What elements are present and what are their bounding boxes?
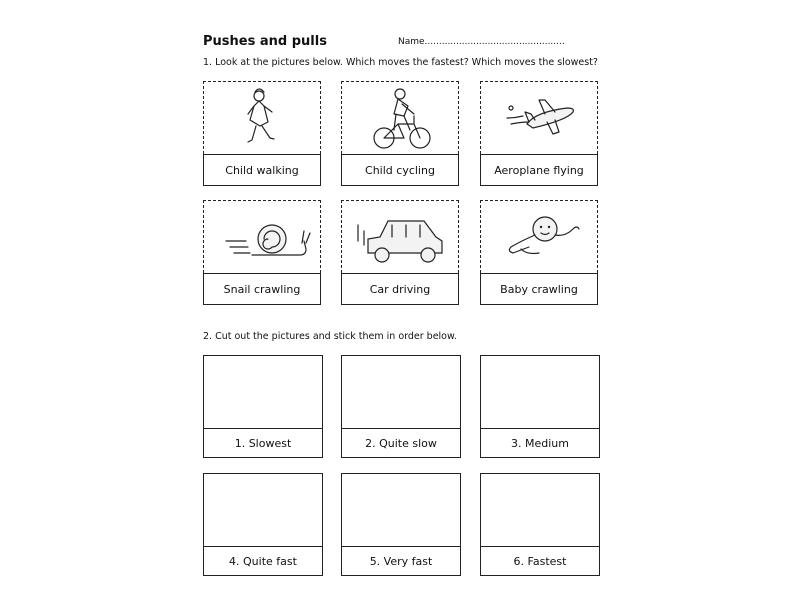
- paste-area[interactable]: [341, 355, 461, 428]
- picture-label: Snail crawling: [203, 273, 321, 305]
- question-1: 1. Look at the pictures below. Which moves the fastest? Which moves the slowest?: [203, 57, 598, 68]
- picture-frame: [341, 81, 459, 154]
- question-2: 2. Cut out the pictures and stick them in order below.: [203, 331, 457, 342]
- worksheet-title: Pushes and pulls: [203, 34, 327, 49]
- picture-label: Child cycling: [341, 154, 459, 186]
- slot-label: 6. Fastest: [480, 546, 600, 576]
- snail-icon: [204, 201, 320, 273]
- car-icon: [342, 201, 458, 273]
- picture-frame: [203, 200, 321, 273]
- child-cycling-icon: [342, 82, 458, 154]
- aeroplane-icon: [481, 82, 597, 154]
- paste-area[interactable]: [203, 355, 323, 428]
- picture-frame: [480, 81, 598, 154]
- picture-frame: [203, 81, 321, 154]
- paste-area[interactable]: [480, 473, 600, 546]
- picture-label: Baby crawling: [480, 273, 598, 305]
- picture-label: Child walking: [203, 154, 321, 186]
- slot-label: 5. Very fast: [341, 546, 461, 576]
- picture-label: Aeroplane flying: [480, 154, 598, 186]
- picture-frame: [341, 200, 459, 273]
- slot-label: 3. Medium: [480, 428, 600, 458]
- slot-label: 2. Quite slow: [341, 428, 461, 458]
- picture-label: Car driving: [341, 273, 459, 305]
- child-walking-icon: [204, 82, 320, 154]
- name-field[interactable]: Name.................................................: [398, 37, 565, 47]
- paste-area[interactable]: [341, 473, 461, 546]
- picture-frame: [480, 200, 598, 273]
- slot-label: 4. Quite fast: [203, 546, 323, 576]
- slot-label: 1. Slowest: [203, 428, 323, 458]
- paste-area[interactable]: [203, 473, 323, 546]
- baby-crawling-icon: [481, 201, 597, 273]
- paste-area[interactable]: [480, 355, 600, 428]
